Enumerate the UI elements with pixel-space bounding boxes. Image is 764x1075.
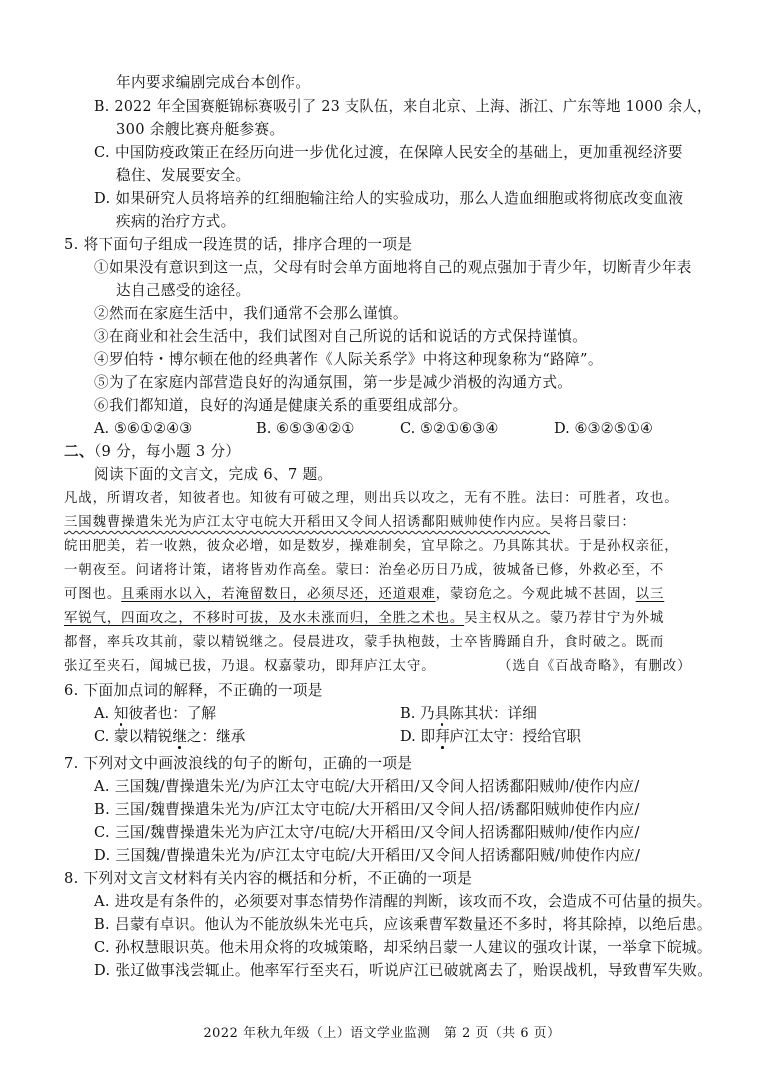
passage-line-5-mid: ，蒙窃危之。今观此城不甚固， <box>435 587 636 602</box>
q4-option-a-continuation: 年内要求编剧完成台本创作。 <box>116 74 311 91</box>
emphasis-dot-char: 拜 <box>435 728 450 745</box>
q8-stem: 8. 下列对文言文材料有关内容的概括和分析，不正确的一项是 <box>64 870 473 887</box>
section-intro: 阅读下面的文言文，完成 6、7 题。 <box>94 466 333 483</box>
emphasis-dot-char: 具 <box>434 705 450 722</box>
section-score: （9 分，每小题 3 分） <box>93 443 241 460</box>
q8-option-b: B. 吕蒙有卓识。他认为不能放纵朱光屯兵，应该乘曹军数量还不多时，将其除掉，以绝后患。 <box>94 916 712 933</box>
q5-option-b: B. ⑥⑤③④②① <box>256 420 355 437</box>
passage-line-8: 张辽至夹石，闻城已拔，乃退。权嘉蒙功，即拜庐江太守。 <box>64 659 436 674</box>
underlined-sentence-2-start: 以三 <box>635 587 665 602</box>
page-footer: 2022 年秋九年级（上）语文学业监测 第 2 页（共 6 页） <box>203 1026 561 1041</box>
q5-sentence-1a: ①如果没有意识到这一点，父母有时会单方面地将自己的观点强加于青少年，切断青少年表 <box>94 259 692 276</box>
q7-option-d: D. 三国魏/曹操遣朱光为/庐江太守屯皖/大开稻田/又令间人招诱鄱阳贼/帅使作内应/ <box>94 847 641 864</box>
emphasis-dot-char: 知 <box>113 705 129 722</box>
section-heading <box>64 441 240 463</box>
q4-option-d-line2: 疾病的治疗方式。 <box>116 213 236 230</box>
q4-option-b-line1: B. 2022 年全国赛艇锦标赛吸引了 23 支队伍，来自北京、上海、浙江、广东等地 1000 余人， <box>94 98 712 115</box>
passage-line-2 <box>64 512 636 534</box>
q6-option-a: A. 知彼者也：了解 <box>94 705 217 722</box>
q8-option-d: D. 张辽做事浅尝辄止。他率军行至夹石，听说庐江已破就离去了，贻误战机，导致曹军失败。 <box>94 962 713 979</box>
passage-line-4: 一朝夜至。问诸将计策，诸将皆劝作高垒。蒙曰：治垒必历日乃成，彼城备已修，外救必至，不 <box>64 563 665 578</box>
passage-line-1: 凡战，所谓攻者，知彼者也。知彼有可破之理，则出兵以攻之，无有不胜。法曰：可胜者，攻也。 <box>64 491 679 506</box>
wavy-underlined-sentence: 三国魏曹操遣朱光为庐江太守屯皖大开稻田又令间人招诱鄱阳贼帅使作内应。 <box>64 515 550 530</box>
q7-option-c: C. 三国/魏曹操遣朱光为庐江太守/屯皖/大开稻田/又令间人招诱鄱阳贼帅/使作内应/ <box>94 824 640 841</box>
q4-option-b-line2: 300 余艘比赛舟艇参赛。 <box>116 121 285 138</box>
q5-sentence-1b: 达自己感受的途径。 <box>116 282 251 299</box>
q4-option-d-line1: D. 如果研究人员将培养的红细胞输注给人的实验成功，那么人造血细胞或将彻底改变血液 <box>94 190 684 207</box>
emphasis-dot-char: 继 <box>172 728 187 745</box>
passage-line-3: 皖田肥美，若一收熟，彼众必增，如是数岁，操难制矣，宜早除之。乃具陈其状。于是孙权亲征， <box>64 539 679 554</box>
q5-sentence-6: ⑥我们都知道，良好的沟通是健康关系的重要组成部分。 <box>94 397 468 414</box>
q6-stem: 6. 下面加点词的解释，不正确的一项是 <box>64 682 323 699</box>
passage-line-7: 都督，率兵攻其前，蒙以精锐继之。侵晨进攻，蒙手执枹鼓，士卒皆腾踊自升，食时破之。既而 <box>64 635 665 650</box>
q5-sentence-4: ④罗伯特・博尔顿在他的经典著作《人际关系学》中将这种现象称为“路障”。 <box>94 351 603 368</box>
q7-option-a: A. 三国魏/曹操遣朱光/为庐江太守屯皖/大开稻田/又令间人招诱鄱阳贼帅/使作内应/ <box>94 778 640 795</box>
passage-source: （选自《百战奇略》，有删改） <box>498 659 692 674</box>
passage-line-6-rest: 吴主权从之。蒙乃荐甘宁为外城 <box>464 611 665 626</box>
q7-option-b: B. 三国/魏曹操遣朱光为/庐江太守屯皖/大开稻田/又令间人招/诱鄱阳贼帅使作内应/ <box>94 801 640 818</box>
q5-option-a: A. ⑤⑥①②④③ <box>94 420 193 437</box>
q5-option-d: D. ⑥③②⑤①④ <box>554 420 653 437</box>
passage-line-2-rest: 吴将吕蒙曰： <box>549 515 636 530</box>
q5-stem: 5. 将下面句子组成一段连贯的话，排序合理的一项是 <box>64 236 413 253</box>
q6-option-b: B. 乃具陈其状：详细 <box>400 705 537 722</box>
q4-option-c-line2: 稳住、发展要安全。 <box>116 167 251 184</box>
q5-sentence-2: ②然而在家庭生活中，我们通常不会那么谨慎。 <box>94 305 408 322</box>
q6-option-d: D. 即拜庐江太守：授给官职 <box>400 728 582 745</box>
q5-option-c: C. ⑤②①⑥③④ <box>400 420 499 437</box>
q8-option-c: C. 孙权慧眼识英。他未用众将的攻城策略，却采纳吕蒙一人建议的强攻计谋，一举拿下皖城。 <box>94 939 712 956</box>
passage-line-5 <box>64 584 664 606</box>
passage-line-6 <box>64 608 664 630</box>
passage-line-5-start: 可图也。 <box>64 587 122 602</box>
q4-option-c-line1: C. 中国防疫政策正在经历向进一步优化过渡，在保障人民安全的基础上，更加重视经济要 <box>94 144 683 161</box>
underlined-sentence-1: 且乘雨水以入，若淹留数日，必须尽还，还道艰难 <box>121 587 436 602</box>
q5-sentence-3: ③在商业和社会生活中，我们试图对自己所说的话和说话的方式保持谨慎。 <box>94 328 588 345</box>
q8-option-a: A. 进攻是有条件的，必须要对事态情势作清醒的判断，该攻而不攻，会造成不可估量的损失。 <box>94 893 712 910</box>
section-number: 二、 <box>64 443 94 460</box>
underlined-sentence-2-end: 军锐气，四面攻之，不移时可拔，及水未涨而归，全胜之术也。 <box>64 611 465 626</box>
q5-sentence-5: ⑤为了在家庭内部营造良好的沟通氛围，第一步是减少消极的沟通方式。 <box>94 374 573 391</box>
q7-stem: 7. 下列对文中画波浪线的句子的断句，正确的一项是 <box>64 755 413 772</box>
q6-option-c: C. 蒙以精锐继之：继承 <box>94 728 246 745</box>
